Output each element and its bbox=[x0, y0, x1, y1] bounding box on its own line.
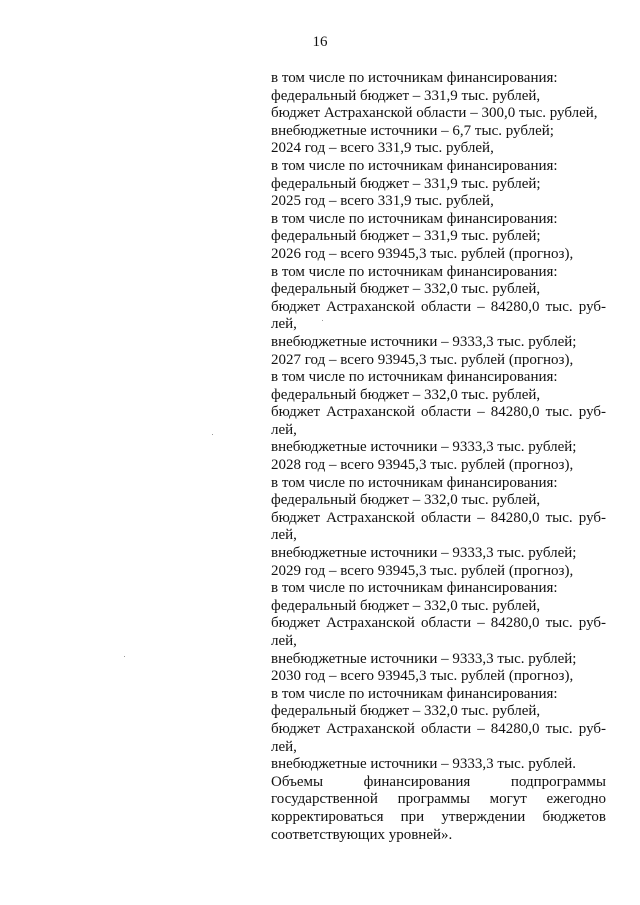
text-line: 2025 год – всего 331,9 тыс. рублей, bbox=[271, 193, 494, 210]
text-line: внебюджетные источники – 9333,3 тыс. рублей; bbox=[271, 333, 577, 350]
text-line: бюджет Астраханской области – 300,0 тыс. рублей, bbox=[271, 105, 598, 122]
text-line: федеральный бюджет – 332,0 тыс. рублей, bbox=[271, 597, 541, 614]
text-line: 2028 год – всего 93945,3 тыс. рублей (прогноз), bbox=[271, 457, 574, 474]
text-line: корректироваться при утверждении бюджетов bbox=[271, 808, 606, 825]
text-line: бюджет Астраханской области – 84280,0 тыс. руб- bbox=[271, 404, 606, 421]
text-line: 2029 год – всего 93945,3 тыс. рублей (прогноз), bbox=[271, 562, 574, 579]
text-line: в том числе по источникам финансирования: bbox=[271, 474, 558, 491]
page-number: 16 bbox=[312, 34, 328, 50]
text-line: лей, bbox=[271, 738, 297, 755]
text-line: федеральный бюджет – 331,9 тыс. рублей, bbox=[271, 87, 541, 104]
text-line: внебюджетные источники – 9333,3 тыс. рублей. bbox=[271, 756, 577, 773]
text-line: в том числе по источникам финансирования: bbox=[271, 580, 558, 597]
text-line: в том числе по источникам финансирования: bbox=[271, 369, 558, 386]
document-body bbox=[271, 70, 606, 844]
scan-speck bbox=[124, 656, 125, 657]
text-line: федеральный бюджет – 332,0 тыс. рублей, bbox=[271, 386, 541, 403]
text-line: внебюджетные источники – 9333,3 тыс. рублей; bbox=[271, 439, 577, 456]
scan-speck bbox=[322, 320, 323, 321]
text-line: лей, bbox=[271, 633, 297, 649]
text-line: 2024 год – всего 331,9 тыс. рублей, bbox=[271, 140, 494, 157]
text-line: 2030 год – всего 93945,3 тыс. рублей (прогноз), bbox=[271, 668, 574, 685]
text-line: бюджет Астраханской области – 84280,0 тыс. руб- bbox=[271, 298, 606, 315]
text-line: лей, bbox=[271, 316, 297, 333]
text-line: лей, bbox=[271, 527, 297, 544]
text-line: государственной программы могут ежегодно bbox=[271, 791, 606, 808]
text-line: бюджет Астраханской области – 84280,0 тыс. руб- bbox=[271, 720, 606, 737]
text-line: в том числе по источникам финансирования: bbox=[271, 157, 558, 174]
text-line: внебюджетные источники – 6,7 тыс. рублей; bbox=[271, 122, 554, 139]
text-line: в том числе по источникам финансирования: bbox=[271, 210, 558, 227]
text-line: внебюджетные источники – 9333,3 тыс. рублей; bbox=[271, 545, 577, 562]
text-line: бюджет Астраханской области – 84280,0 тыс. руб- bbox=[271, 509, 606, 526]
text-line: лей, bbox=[271, 421, 297, 438]
text-line: 2026 год – всего 93945,3 тыс. рублей (прогноз), bbox=[271, 245, 574, 262]
text-line: федеральный бюджет – 332,0 тыс. рублей, bbox=[271, 281, 541, 298]
text-line: в том числе по источникам финансирования: bbox=[271, 70, 558, 86]
text-line: федеральный бюджет – 332,0 тыс. рублей, bbox=[271, 703, 541, 720]
text-line: внебюджетные источники – 9333,3 тыс. рублей; bbox=[271, 650, 577, 667]
scan-speck bbox=[212, 434, 213, 435]
text-line: Объемы финансирования подпрограммы bbox=[271, 773, 606, 790]
text-line: в том числе по источникам финансирования: bbox=[271, 263, 558, 280]
text-line: федеральный бюджет – 332,0 тыс. рублей, bbox=[271, 492, 541, 509]
text-line: федеральный бюджет – 331,9 тыс. рублей; bbox=[271, 175, 541, 192]
text-line: соответствующих уровней». bbox=[271, 826, 453, 843]
text-line: бюджет Астраханской области – 84280,0 тыс. руб- bbox=[271, 615, 606, 632]
text-line: в том числе по источникам финансирования: bbox=[271, 685, 558, 702]
text-line: федеральный бюджет – 331,9 тыс. рублей; bbox=[271, 228, 541, 245]
text-line: 2027 год – всего 93945,3 тыс. рублей (прогноз), bbox=[271, 351, 574, 368]
